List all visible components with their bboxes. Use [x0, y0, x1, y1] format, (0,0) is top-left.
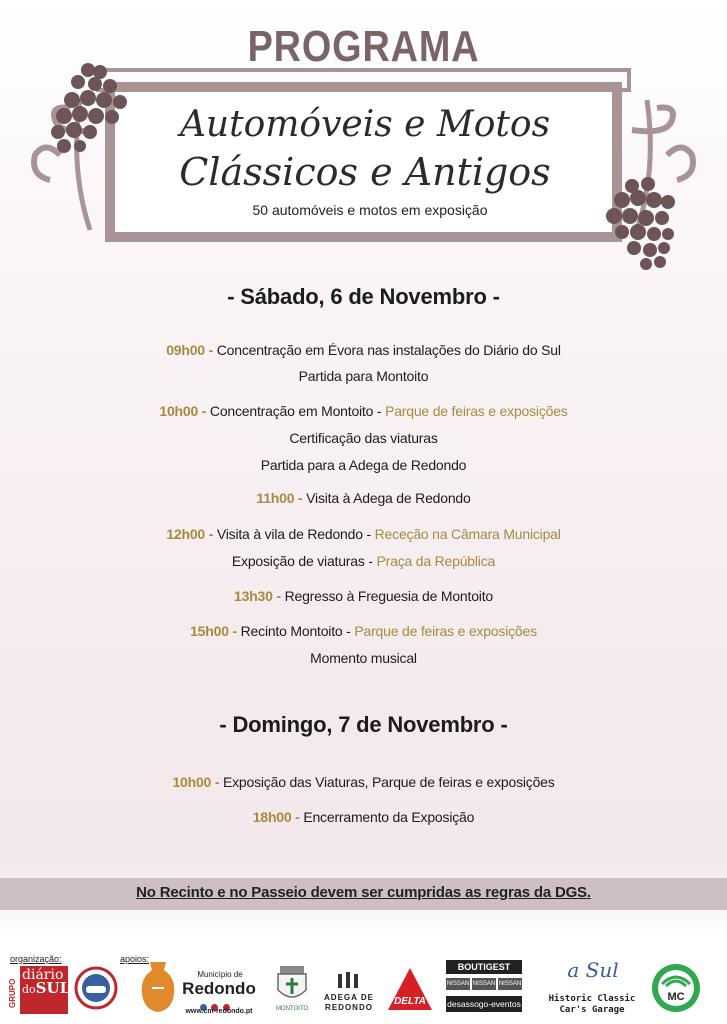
- desassogo-logo: desassogo-eventos: [446, 996, 522, 1012]
- municipio-label: Município de: [197, 970, 243, 979]
- schedule-item: 13h30 - Regresso à Freguesia de Montoito: [234, 588, 493, 604]
- saturday-heading: - Sábado, 6 de Novembro -: [227, 284, 500, 309]
- event-subtitle: 50 automóveis e motos em exposição: [252, 202, 488, 218]
- a-sul-logo: a Sul: [567, 958, 619, 982]
- cars-garage-label: Car's Garage: [559, 1005, 625, 1015]
- schedule-item: 18h00 - Encerramento da Exposição: [252, 809, 475, 825]
- redondo-label: Redondo: [182, 979, 256, 998]
- schedule-item-detail: Partida para a Adega de Redondo: [260, 457, 467, 473]
- schedule-item: 10h00 - Exposição das Viaturas, Parque de feiras e exposições: [172, 774, 555, 790]
- event-title-line1: Automóveis e Motos: [179, 104, 551, 145]
- schedule-item-detail: Partida para Montoito: [298, 368, 429, 384]
- program-title: PROGRAMA: [247, 22, 480, 71]
- social-icons: [200, 998, 240, 1006]
- schedule-item-detail: Momento musical: [310, 650, 417, 666]
- schedule-item: 11h00 - Visita à Adega de Redondo: [256, 490, 471, 506]
- adega-label-1: ADEGA DE: [324, 993, 374, 1002]
- redondo-url: www.cm-redondo.pt: [185, 1008, 253, 1015]
- delta-label: DELTA: [394, 996, 426, 1007]
- boutigest-logo: BOUTIGEST: [446, 960, 522, 974]
- schedule-item: 12h00 - Visita à vila de Redondo - Receção na Câmara Municipal: [166, 526, 561, 542]
- adega-emblem-icon: [334, 970, 364, 990]
- montoito-label: MONTOITO: [275, 1006, 309, 1012]
- historic-classic-label: Historic Classic: [548, 994, 636, 1004]
- schedule-item: 09h00 - Concentração em Évora nas instalações do Diário do Sul: [166, 342, 561, 358]
- grupo-label: GRUPO: [8, 978, 17, 1008]
- schedule-item: 10h00 - Concentração em Montoito - Parque de feiras e exposições: [159, 403, 568, 419]
- diario-do-sul-logo: diário doSUL: [20, 966, 68, 1014]
- schedule-item: 15h00 - Recinto Montoito - Parque de feiras e exposições: [190, 623, 537, 639]
- schedule-item-detail: Exposição de viaturas - Praça da República: [231, 553, 496, 569]
- sunday-heading: - Domingo, 7 de Novembro -: [219, 712, 508, 737]
- schedule-item-detail: Certificação das viaturas: [289, 430, 438, 446]
- club-logo-icon: [74, 966, 118, 1010]
- event-title-line2: Clássicos e Antigos: [179, 150, 551, 194]
- montoito-crest-icon: [272, 964, 312, 1004]
- nissan-logos: NISSAN NISSAN NISSAN: [446, 978, 522, 990]
- dgs-notice: No Recinto e no Passeio devem ser cumpridas as regras da DGS.: [136, 884, 591, 901]
- pottery-jar-icon: [138, 958, 178, 1014]
- apoios-label: apoios:: [120, 954, 150, 964]
- organizacao-label: organização:: [10, 954, 62, 964]
- svg-text:MC: MC: [667, 991, 685, 1003]
- mc-club-logo-icon: [650, 962, 702, 1014]
- adega-label-2: REDONDO: [325, 1003, 373, 1012]
